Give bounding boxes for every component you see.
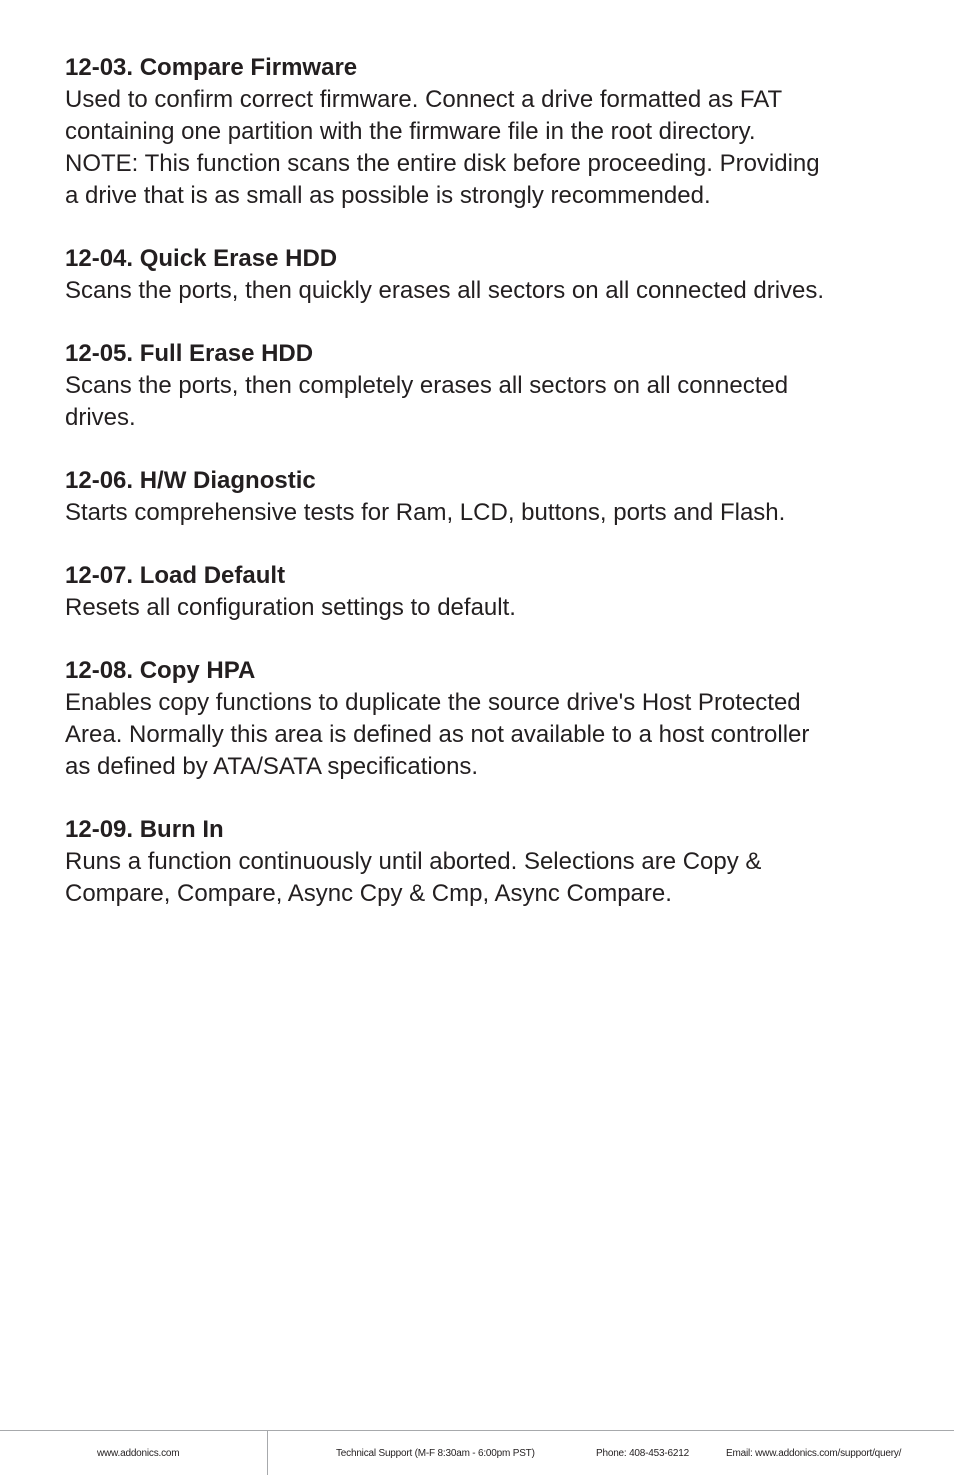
- body-line: Used to confirm correct firmware. Connect a drive formatted as FAT: [65, 86, 783, 113]
- section-body: [65, 370, 925, 434]
- section-load-default: [65, 560, 925, 624]
- body-line: Compare, Compare, Async Cpy & Cmp, Async Compare.: [65, 880, 672, 907]
- body-line: containing one partition with the firmware file in the root directory.: [65, 118, 756, 145]
- footer-divider: [267, 1431, 268, 1475]
- footer-email: Email: www.addonics.com/support/query/: [726, 1448, 902, 1459]
- section-burn-in: [65, 814, 925, 910]
- body-line: Starts comprehensive tests for Ram, LCD, buttons, ports and Flash.: [65, 499, 786, 526]
- section-title: 12-07. Load Default: [65, 562, 286, 589]
- section-title: 12-06. H/W Diagnostic: [65, 467, 316, 494]
- page-footer: [0, 1430, 954, 1476]
- section-full-erase-hdd: [65, 338, 925, 434]
- document-content: [65, 52, 925, 941]
- section-body: [65, 687, 925, 783]
- section-body: [65, 275, 925, 307]
- section-copy-hpa: [65, 655, 925, 783]
- section-body: [65, 497, 925, 529]
- section-hw-diagnostic: [65, 465, 925, 529]
- body-line: Resets all configuration settings to default.: [65, 594, 516, 621]
- body-line: Area. Normally this area is defined as not available to a host controller: [65, 721, 810, 748]
- section-title: 12-04. Quick Erase HDD: [65, 245, 338, 272]
- body-line: NOTE: This function scans the entire disk before proceeding. Providing: [65, 150, 820, 177]
- body-line: as defined by ATA/SATA specifications.: [65, 753, 479, 780]
- section-title: 12-09. Burn In: [65, 816, 224, 843]
- section-title: 12-08. Copy HPA: [65, 657, 256, 684]
- footer-phone: Phone: 408-453-6212: [596, 1448, 689, 1459]
- body-line: drives.: [65, 404, 136, 431]
- section-body: [65, 592, 925, 624]
- section-title: 12-05. Full Erase HDD: [65, 340, 314, 367]
- body-line: Enables copy functions to duplicate the source drive's Host Protected: [65, 689, 801, 716]
- body-line: Scans the ports, then quickly erases all sectors on all connected drives.: [65, 277, 825, 304]
- footer-support-hours: Technical Support (M-F 8:30am - 6:00pm PST): [336, 1448, 535, 1459]
- body-line: Runs a function continuously until aborted. Selections are Copy &: [65, 848, 762, 875]
- body-line: Scans the ports, then completely erases all sectors on all connected: [65, 372, 789, 399]
- section-title: 12-03. Compare Firmware: [65, 54, 358, 81]
- body-line: a drive that is as small as possible is strongly recommended.: [65, 182, 711, 209]
- section-body: [65, 846, 925, 910]
- section-compare-firmware: [65, 52, 925, 212]
- section-quick-erase-hdd: [65, 243, 925, 307]
- footer-website: www.addonics.com: [97, 1448, 180, 1459]
- section-body: [65, 84, 925, 212]
